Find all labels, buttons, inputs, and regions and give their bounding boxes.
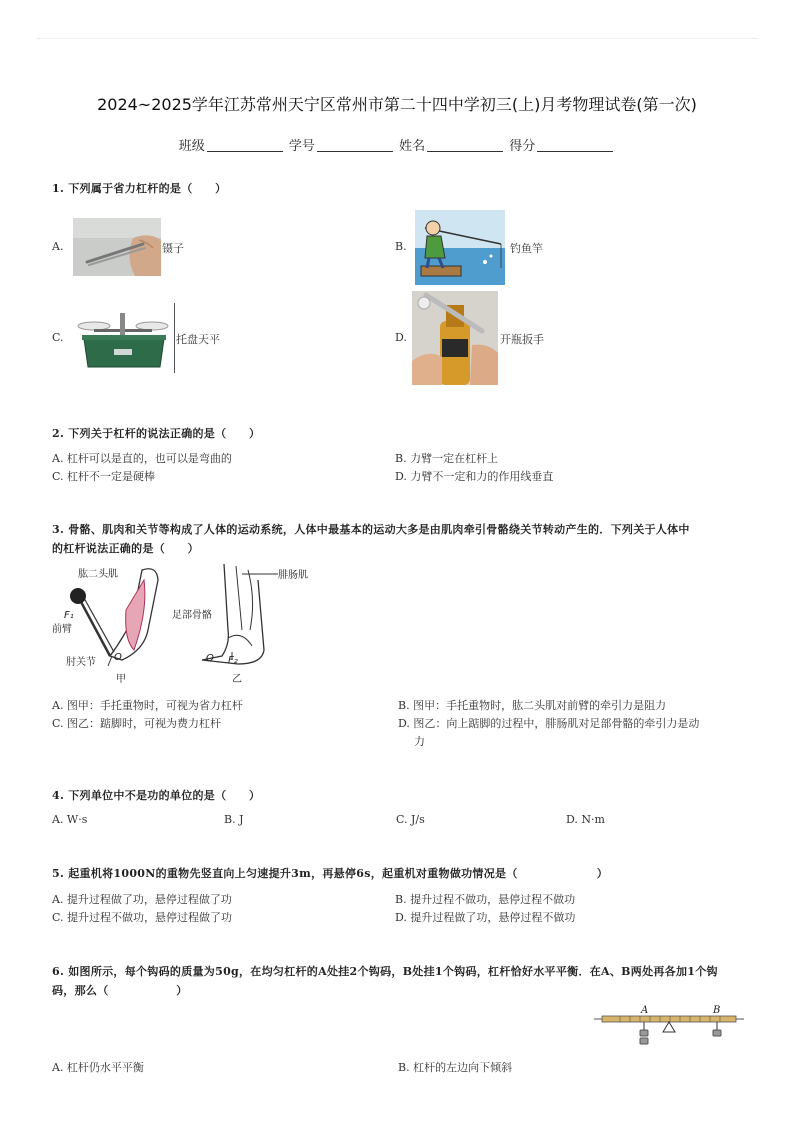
fig1-label: 甲 [116,674,126,685]
q1-option-c-letter: C. [52,331,64,344]
q4-option-b: B. J [224,813,244,826]
q1-option-d-text: 开瓶扳手 [500,333,544,346]
biceps-label: 肱二头肌 [78,569,118,580]
student-info-line [0,135,794,154]
q2-option-c: C. 杠杆不一定是硬棒 [52,470,156,483]
foot-bone-label: 足部骨骼 [172,610,212,621]
q1-option-a-letter: A. [52,240,64,253]
q4-option-c: C. J/s [396,813,425,826]
q3-stem-line1: 3. 骨骼、肌肉和关节等构成了人体的运动系统，人体中最基本的运动大多是由肌肉牵引骨骼绕关节转动产生的．下列关于人体中 [52,523,690,536]
f1-label: F₁ [64,610,74,621]
q5-stem: 5. 起重机将1000N的重物先竖直向上匀速提升3m，再悬停6s，起重机对重物做功情况是（ ） [52,867,609,880]
q5-option-c: C. 提升过程不做功，悬停过程做了功 [52,911,233,924]
bottle-opener-photo [412,291,498,385]
q4-option-d: D. N·m [566,813,605,826]
q6-option-b: B. 杠杆的左边向下倾斜 [398,1061,513,1074]
q3-option-d-cont: 力 [414,735,425,748]
q1-stem: 1. 下列属于省力杠杆的是（ ） [52,182,227,195]
q3-stem-line2: 的杠杆说法正确的是（ ） [52,542,199,555]
q1-option-d-letter: D. [395,331,407,344]
q3-option-c: C. 图乙：踮脚时，可视为费力杠杆 [52,717,222,730]
q3-option-a: A. 图甲：手托重物时，可视为省力杠杆 [52,699,243,712]
q1-option-c-text: 托盘天平 [176,333,220,346]
q2-option-a: A. 杠杆可以是直的，也可以是弯曲的 [52,452,232,465]
class-label: 班级 [178,139,205,154]
human-lever-diagram [52,560,322,685]
q6-stem-line1: 6. 如图所示，每个钩码的质量为50g，在均匀杠杆的A处挂2个钩码，B处挂1个钩码，杠杆恰好水平平衡．在A、B两处再各加1个钩 [52,965,718,978]
q4-stem: 4. 下列单位中不是功的单位的是（ ） [52,789,261,802]
score-field[interactable] [537,151,613,152]
q6-option-a: A. 杠杆仍水平平衡 [52,1061,144,1074]
q1-option-a-text: 镊子 [162,242,184,255]
tweezers-photo [73,218,161,276]
o2-label: O [206,653,214,664]
q1-option-b-text: 钓鱼竿 [510,242,543,255]
id-field[interactable] [317,151,393,152]
q3-option-b: B. 图甲：手托重物时，肱二头肌对前臂的牵引力是阻力 [398,699,667,712]
name-label: 姓名 [399,139,426,154]
q2-stem: 2. 下列关于杠杆的说法正确的是（ ） [52,427,261,440]
o1-label: O [114,652,122,663]
class-field[interactable] [207,151,283,152]
q2-option-d: D. 力臂不一定和力的作用线垂直 [395,470,554,483]
q5-option-a: A. 提升过程做了功，悬停过程做了功 [52,893,232,906]
forearm-label: 前臂 [52,624,72,635]
gastrocnemius-label: 腓肠肌 [278,570,308,581]
score-label: 得分 [509,139,536,154]
lever-diagram [594,1002,744,1050]
fishing-rod-cartoon [415,210,505,285]
q6-stem-line2: 码，那么（ ） [52,984,188,997]
page-title: 2024~2025学年江苏常州天宁区常州市第二十四中学初三(上)月考物理试卷(第一次) [97,95,697,114]
q5-option-d: D. 提升过程做了功，悬停过程不做功 [395,911,576,924]
figure-divider [174,303,175,373]
q1-option-b-letter: B. [395,240,407,253]
header-rule [36,38,758,39]
elbow-label: 肘关节 [66,657,96,668]
q5-option-b: B. 提升过程不做功，悬停过程不做功 [395,893,576,906]
point-a-label: A [641,1005,649,1016]
f2-label: F₂ [228,655,238,666]
q3-option-d: D. 图乙：向上踮脚的过程中，腓肠肌对足部骨骼的牵引力是动 [398,717,700,730]
id-label: 学号 [288,139,315,154]
pan-balance-photo [74,305,174,371]
name-field[interactable] [427,151,503,152]
point-b-label: B [713,1005,721,1016]
q4-option-a: A. W·s [52,813,88,826]
q2-option-b: B. 力臂一定在杠杆上 [395,452,499,465]
fig2-label: 乙 [232,674,242,685]
